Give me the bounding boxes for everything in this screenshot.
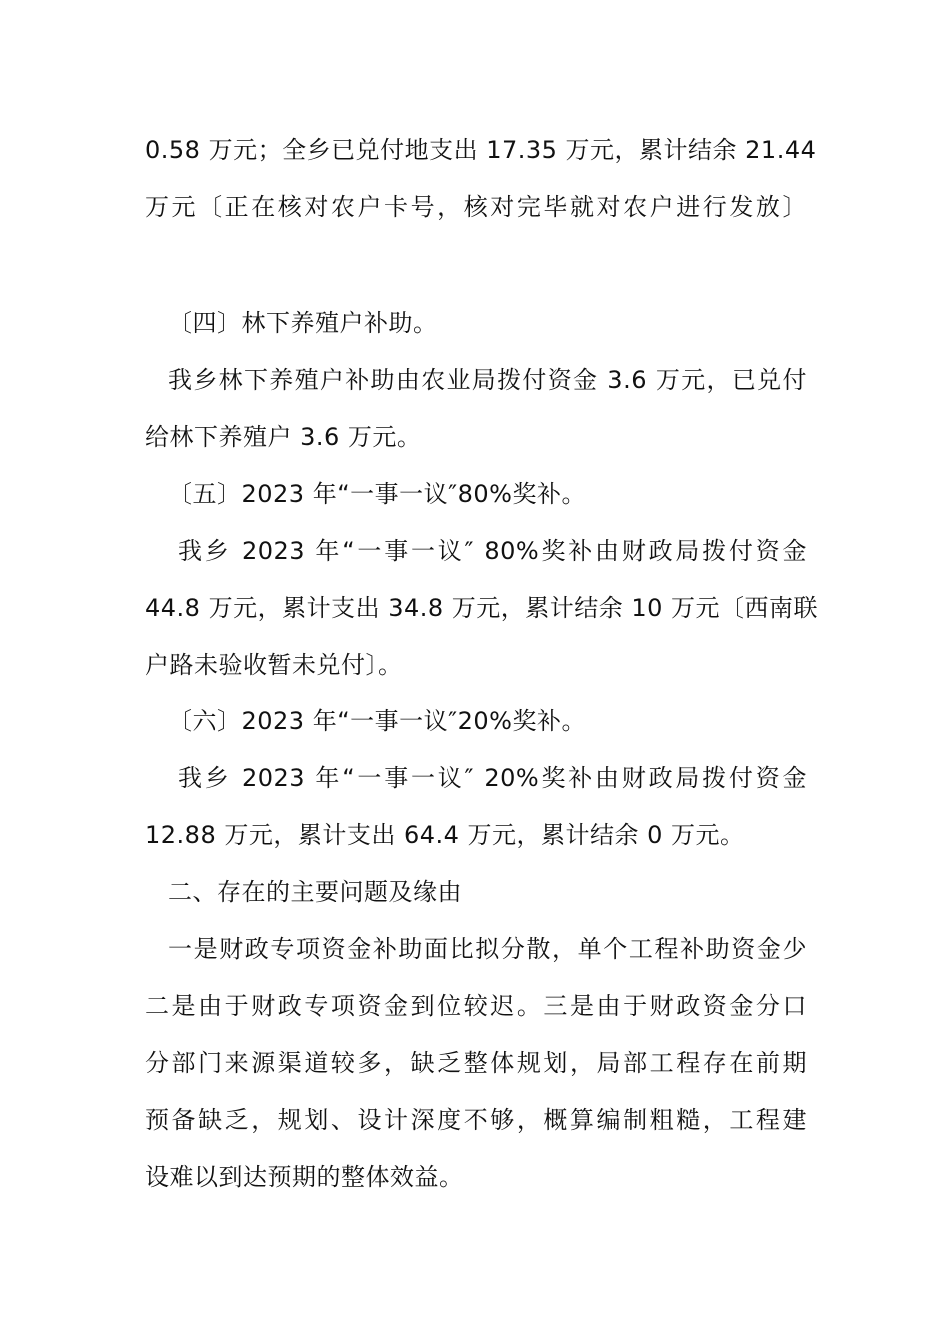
section-heading-4: 〔四〕林下养殖户补助。 xyxy=(168,309,438,337)
text-line-1: 0.58 万元；全乡已兑付地支出 17.35 万元，累计结余 21.44 xyxy=(145,136,817,164)
text-line-11: 我乡 2023 年“一事一议″ 20%奖补由财政局拨付资金 xyxy=(178,764,807,792)
text-line-2: 万元〔正在核对农户卡号，核对完毕就对农户进行发放〕 xyxy=(145,193,807,221)
section-heading-5: 〔五〕2023 年“一事一议″80%奖补。 xyxy=(168,480,586,508)
text-line-15: 二是由于财政专项资金到位较迟。三是由于财政资金分口 xyxy=(145,992,807,1020)
text-line-14: 一是财政专项资金补助面比拟分散，单个工程补助资金少 xyxy=(168,935,807,963)
section-heading-6: 〔六〕2023 年“一事一议″20%奖补。 xyxy=(168,707,586,735)
section-heading-2: 二、存在的主要问题及缘由 xyxy=(168,878,462,906)
text-line-5: 给林下养殖户 3.6 万元。 xyxy=(145,423,422,451)
text-line-12: 12.88 万元，累计支出 64.4 万元，累计结余 0 万元。 xyxy=(145,821,745,849)
text-line-17: 预备缺乏，规划、设计深度不够，概算编制粗糙，工程建 xyxy=(145,1106,807,1134)
text-line-9: 户路未验收暂未兑付〕。 xyxy=(145,651,403,679)
text-line-8: 44.8 万元，累计支出 34.8 万元，累计结余 10 万元〔西南联 xyxy=(145,594,819,622)
text-line-7: 我乡 2023 年“一事一议″ 80%奖补由财政局拨付资金 xyxy=(178,537,807,565)
text-line-4: 我乡林下养殖户补助由农业局拨付资金 3.6 万元，已兑付 xyxy=(168,366,807,394)
text-line-16: 分部门来源渠道较多，缺乏整体规划，局部工程存在前期 xyxy=(145,1049,807,1077)
text-line-18: 设难以到达预期的整体效益。 xyxy=(145,1163,464,1191)
